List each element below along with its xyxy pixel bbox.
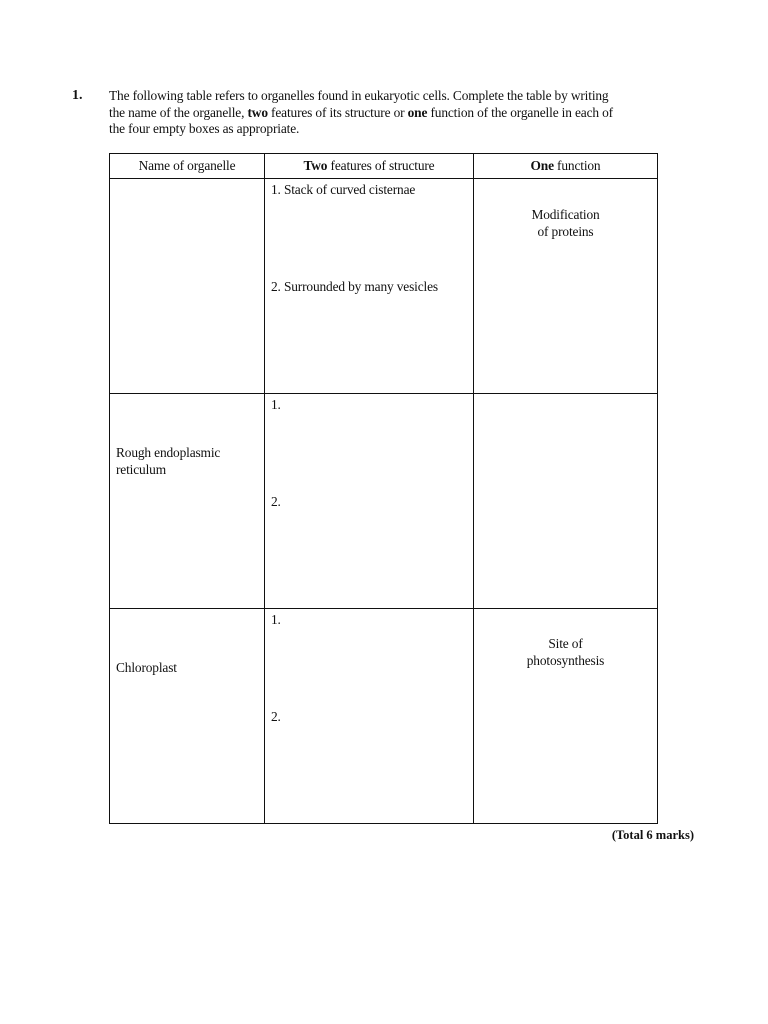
header-name-of-organelle: Name of organelle [110, 154, 265, 179]
header-function-bold: One [530, 158, 554, 173]
function-cell[interactable] [474, 394, 658, 609]
question-text [109, 88, 694, 138]
organelle-name-line-2: reticulum [116, 461, 166, 477]
question-number: 1. [72, 88, 83, 103]
structure-feature-2: 2. Surrounded by many vesicles [271, 279, 438, 294]
organelle-name-cell [110, 609, 265, 824]
function-line-1: Site of [548, 636, 583, 651]
question-line-2-part-a: the name of the organelle, [109, 104, 248, 120]
structure-features-cell[interactable] [265, 394, 474, 609]
emphasis-two: two [247, 104, 268, 120]
structure-features-cell[interactable] [265, 179, 474, 394]
function-cell [474, 609, 658, 824]
question-line-2-part-e: function of the organelle in each of [427, 104, 613, 120]
table-row [110, 609, 658, 824]
header-features-bold: Two [303, 158, 328, 173]
organelle-name-line-1: Chloroplast [116, 660, 177, 675]
organelle-function [474, 207, 657, 240]
structure-feature-2: 2. [271, 494, 281, 509]
structure-feature-1: 1. Stack of curved cisternae [271, 182, 416, 197]
organelle-table [109, 153, 658, 824]
header-features [265, 154, 474, 179]
emphasis-one: one [407, 104, 428, 120]
header-function [474, 154, 658, 179]
organelle-name [116, 445, 256, 478]
table-row [110, 179, 658, 394]
header-features-rest: features of structure [327, 158, 435, 173]
header-function-rest: function [553, 158, 601, 173]
organelle-function [474, 636, 657, 669]
organelle-name-cell [110, 394, 265, 609]
function-cell[interactable] [474, 179, 658, 394]
question-line-3: the four empty boxes as appropriate. [109, 121, 300, 136]
structure-features-cell[interactable] [265, 609, 474, 824]
structure-feature-1: 1. [271, 397, 281, 412]
structure-feature-2: 2. [271, 709, 281, 724]
total-marks: (Total 6 marks) [611, 828, 694, 842]
organelle-name-line-1: Rough endoplasmic [116, 445, 221, 460]
question-line-2-part-c: features of its structure or [267, 104, 408, 120]
table-row [110, 394, 658, 609]
question-line-1: The following table refers to organelles found in eukaryotic cells. Complete the table by writing [109, 88, 609, 103]
function-line-1: Modification [531, 207, 600, 222]
table-header-row [110, 154, 658, 179]
function-line-2: of proteins [537, 223, 594, 239]
organelle-name-cell[interactable] [110, 179, 265, 394]
function-line-2: photosynthesis [526, 652, 605, 668]
question-line-2 [109, 105, 694, 122]
structure-feature-1: 1. [271, 612, 281, 627]
organelle-name [116, 660, 256, 677]
